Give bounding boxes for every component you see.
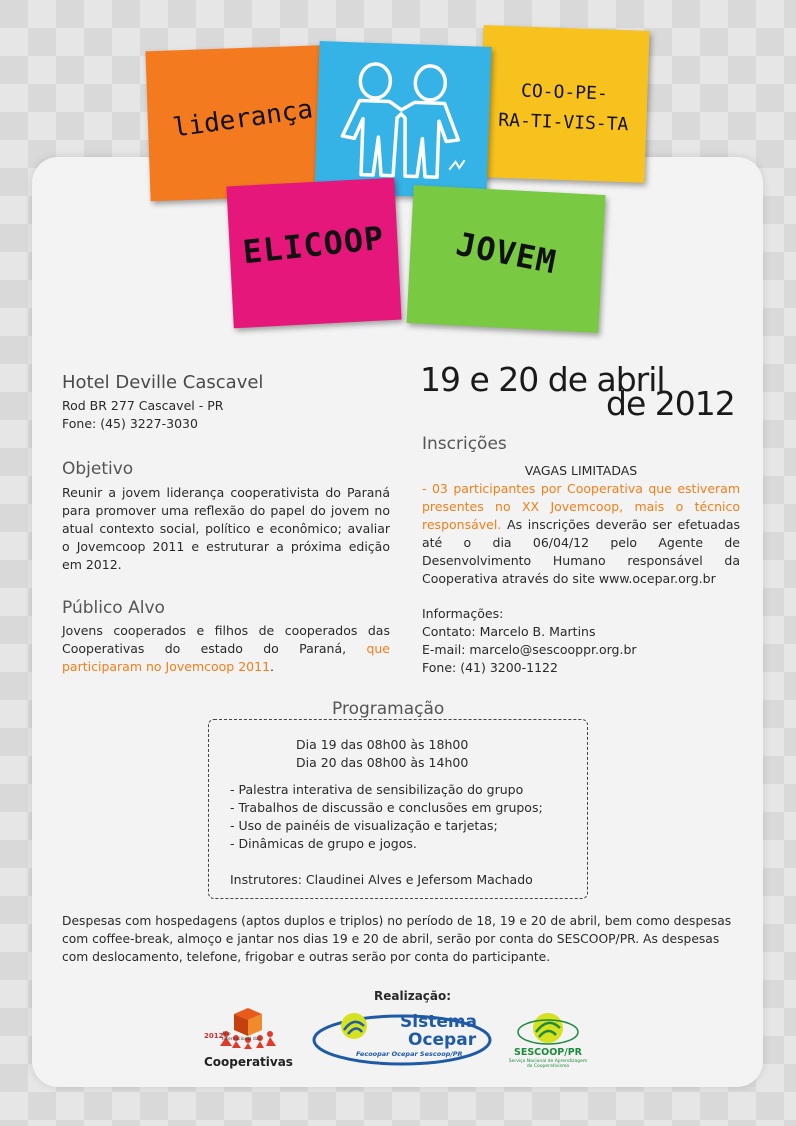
- programacao-day2: Dia 20 das 08h00 às 14h00: [296, 755, 469, 770]
- sistema-sub: Fecoopar Ocepar Sescoop/PR: [356, 1050, 463, 1058]
- note-lideranca-text: liderança: [171, 94, 315, 144]
- aic-line2: Internacional das: [222, 1037, 261, 1042]
- note-elicoop-text: ELICOOP: [241, 218, 387, 272]
- informacoes-email: E-mail: marcelo@sescooppr.org.br: [422, 642, 637, 657]
- informacoes-fone: Fone: (41) 3200-1122: [422, 660, 558, 675]
- sistema-ocepar-logo: [312, 1008, 498, 1068]
- programacao-item: - Uso de painéis de visualização e tarjetas;: [230, 818, 498, 833]
- note-cooperativista: [478, 25, 649, 183]
- sescoop-logo: [508, 1012, 588, 1076]
- inscricoes-text: As inscrições deverão ser efetuadas até o dia 06/04/12 pelo Agente de Desenvolvimento Humano responsável da Cooperativa através do site www.ocepar.org.br: [422, 517, 740, 586]
- programacao-item: - Trabalhos de discussão e conclusões em grupos;: [230, 800, 543, 815]
- aic-year: 2012: [204, 1032, 224, 1040]
- programacao-item: - Dinâmicas de grupo e jogos.: [230, 836, 417, 851]
- aic-logo: [202, 1006, 294, 1072]
- venue-phone: Fone: (45) 3227-3030: [62, 416, 198, 431]
- publico-heading: Público Alvo: [62, 598, 165, 618]
- publico-paragraph: [62, 622, 390, 676]
- event-date: 19 e 20 de abril: [420, 360, 665, 399]
- sescoop-sub2: do Cooperativismo: [526, 1064, 570, 1069]
- inscricoes-heading: Inscrições: [422, 434, 507, 454]
- note-elicoop: [226, 178, 401, 329]
- event-year: de 2012: [606, 384, 735, 423]
- note-coop-line1: CO-O-PE-: [520, 80, 609, 105]
- programacao-heading: Programação: [332, 699, 445, 719]
- note-figures: [314, 41, 491, 199]
- informacoes-contato: Contato: Marcelo B. Martins: [422, 624, 596, 639]
- cooperativas-cube-icon: [202, 1006, 294, 1050]
- venue-title: Hotel Deville Cascavel: [62, 372, 264, 393]
- two-people-icon: [337, 56, 471, 185]
- note-lideranca: [145, 45, 340, 202]
- aic-line1: Ano: [222, 1032, 231, 1037]
- objetivo-heading: Objetivo: [62, 459, 134, 479]
- sescoop-sub1: Serviço Nacional de Aprendizagem: [508, 1059, 588, 1064]
- inscricoes-paragraph: [422, 480, 740, 588]
- programacao-item: - Palestra interativa de sensibilização do grupo: [230, 782, 524, 797]
- realizacao-label: Realização:: [374, 989, 452, 1003]
- publico-highlight: que participaram no Jovemcoop 2011: [62, 641, 390, 674]
- despesas-text: Despesas com hospedagens (aptos duplos e triplos) no período de 18, 19 e 20 de abril, bem como despesas com coffee-break, almoço e jantar nos dias 19 e 20 de abril, serão por conta do SESCOOP/PR. As despesas com deslocamento, telefone, frigobar e outras serão por conta do participante.: [62, 914, 732, 964]
- publico-end: .: [270, 659, 275, 674]
- programacao-instrutores: Instrutores: Claudinei Alves e Jefersom Machado: [230, 872, 533, 887]
- vagas-limitadas: VAGAS LIMITADAS: [524, 463, 638, 478]
- publico-text: Jovens cooperados e filhos de cooperados das Cooperativas do estado do Paraná,: [62, 623, 390, 656]
- venue-address: Rod BR 277 Cascavel - PR: [62, 398, 224, 413]
- note-coop-line2: RA-TI-VIS-TA: [497, 109, 629, 136]
- programacao-day1: Dia 19 das 08h00 às 18h00: [296, 737, 469, 752]
- note-jovem-text: JOVEM: [452, 224, 560, 282]
- objetivo-text: Reunir a jovem liderança cooperativista do Paraná para promover uma reflexão do papel do jovem no atual contexto social, político e econômico; avaliar o Jovemcoop 2011 e estruturar a próxima edição em 2012.: [62, 485, 390, 572]
- sistema-line1: Sistema: [400, 1012, 478, 1032]
- note-jovem: [407, 185, 606, 333]
- aic-name: Cooperativas: [204, 1055, 293, 1069]
- sescoop-emblem-icon: [508, 1012, 588, 1048]
- inscricoes-highlight: - 03 participantes por Cooperativa que estiveram presentes no XX Jovemcoop, mais o técnico responsável.: [422, 481, 740, 532]
- informacoes-heading: Informações:: [422, 606, 504, 621]
- sistema-line2: Ocepar: [408, 1030, 477, 1050]
- sescoop-name: SESCOOP/PR: [513, 1047, 582, 1058]
